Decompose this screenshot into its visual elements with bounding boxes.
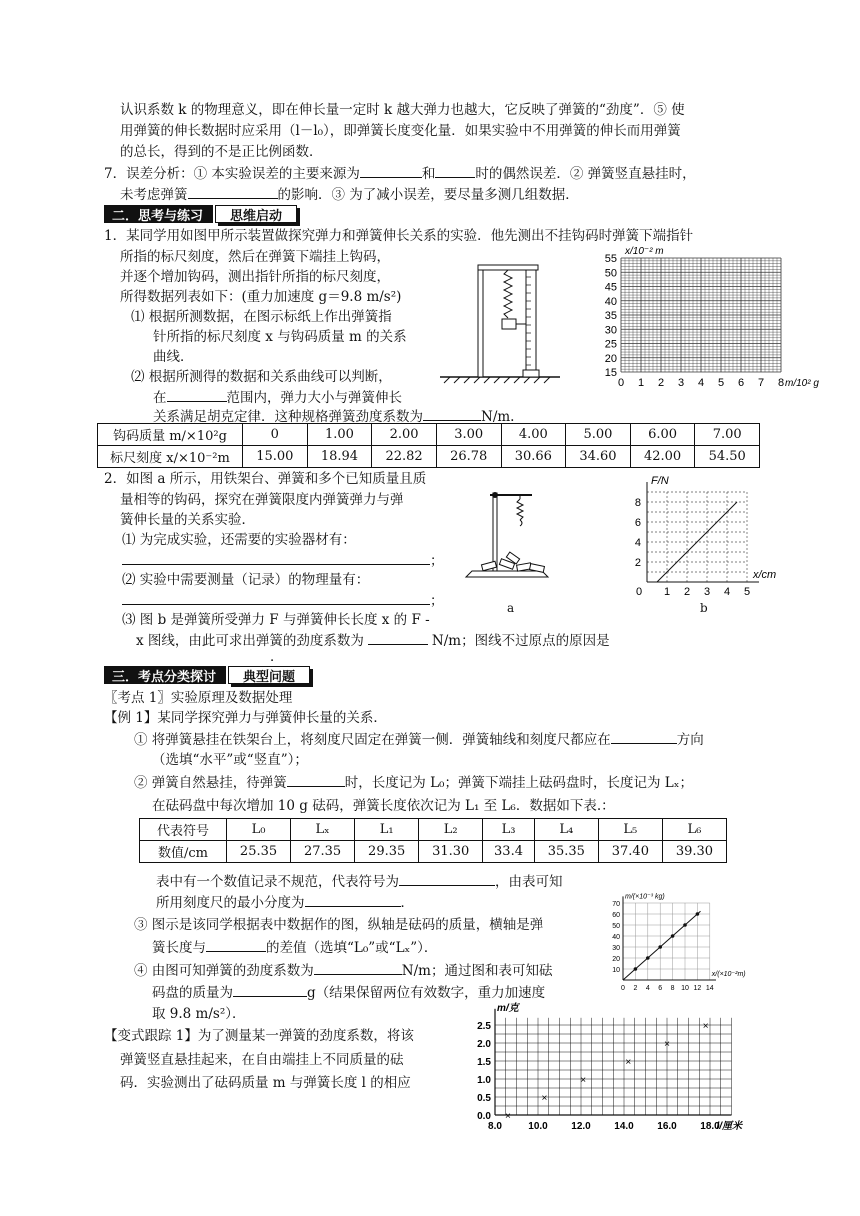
x-tick-label: 16.0 xyxy=(657,1121,677,1132)
q2-line-2: 量相等的钩码，探究在弹簧限度内弹簧弹力与弹 xyxy=(120,492,404,508)
x-tick-label: 10.0 xyxy=(528,1121,548,1132)
q1-line-2: 所指的标尺刻度，然后在弹簧下端挂上钩码， xyxy=(120,249,390,265)
variant-1-line-3: 码．实验测出了砝码质量 m 与弹簧长度 l 的相应 xyxy=(120,1075,411,1091)
table-cell: 22.82 xyxy=(372,446,437,468)
table-cell: Lₓ xyxy=(291,819,355,841)
ex1-step3-a: ③ 图示是该同学根据表中数据作的图，纵轴是砝码的质量，横轴是弹 xyxy=(134,917,544,933)
table-cell: L₆ xyxy=(662,819,726,841)
y-tick-label: 20 xyxy=(604,352,617,365)
data-point xyxy=(671,934,675,938)
table-cell: 29.35 xyxy=(355,841,419,863)
mass-length-graph xyxy=(603,890,753,1002)
q2-sub1: ⑴ 为完成实验，还需要的实验器材有： xyxy=(122,532,356,548)
y-tick-label: 0.5 xyxy=(477,1093,491,1104)
y-tick-label: 1.0 xyxy=(477,1075,491,1086)
table-cell: L₅ xyxy=(598,819,662,841)
y-tick-label: 60 xyxy=(612,912,620,919)
x-tick-label: 3 xyxy=(703,586,711,598)
x-tick-label: 7 xyxy=(757,377,765,389)
table-cell: 5.00 xyxy=(566,424,631,446)
data-point-marker: × xyxy=(504,1111,511,1122)
row-label: 标尺刻度 x/×10⁻²m xyxy=(98,446,243,468)
ex1-step1: ① 将弹簧悬挂在铁架台上，将刻度尺固定在弹簧一侧．弹簧轴线和刻度尺都应在 方向 xyxy=(134,729,704,750)
row-label: 钩码质量 m/×10²g xyxy=(98,424,243,446)
x-tick-label: 14 xyxy=(705,985,714,992)
x-tick-label: 6 xyxy=(658,985,663,992)
table-cell: 33.4 xyxy=(483,841,535,863)
table-cell: 54.50 xyxy=(695,446,760,468)
table-row xyxy=(140,841,727,863)
table-cell: 31.30 xyxy=(419,841,483,863)
y-tick-label: 55 xyxy=(604,253,617,265)
y-tick-label: 15 xyxy=(604,367,617,379)
y-tick-label: 25 xyxy=(604,338,617,351)
q2-sub3-b: x 图线，由此可求出弹簧的劲度系数为 N/m；图线不过原点的原因是 xyxy=(136,630,610,651)
x-tick-label: 2 xyxy=(633,985,638,992)
q1-sub1-c: 曲线． xyxy=(153,349,194,365)
y-tick-label: 2.0 xyxy=(477,1039,491,1050)
y-tick-label: 0.0 xyxy=(477,1111,491,1122)
data-point-marker: × xyxy=(702,1021,709,1032)
q2-sub2: ⑵ 实验中需要测量（记录）的物理量有： xyxy=(122,572,370,588)
table-cell: 4.00 xyxy=(501,424,566,446)
ex1-step4-a: ④ 由图可知弹簧的劲度系数为 N/m；通过图和表可知砝 xyxy=(134,960,552,981)
section-header-2 xyxy=(104,205,297,223)
variant-1-line-2: 弹簧竖直悬挂起来，在自由端挂上不同质量的砝 xyxy=(120,1052,404,1068)
mass-length-scatter-graph xyxy=(465,1002,750,1133)
y-tick-label: 70 xyxy=(612,901,620,908)
data-point xyxy=(658,945,662,949)
y-tick-label: 30 xyxy=(612,945,620,952)
section-title: 二．思考与练习 xyxy=(104,205,213,223)
x-tick-label: 12.0 xyxy=(571,1121,591,1132)
x-tick-label: 4 xyxy=(697,377,705,389)
x-tick-label: 5 xyxy=(743,586,751,598)
x-tick-label: 8 xyxy=(777,377,785,389)
x-axis-label: x/(×10⁻²m) xyxy=(711,971,746,978)
data-point-marker: × xyxy=(580,1075,587,1086)
stand-figure-a xyxy=(462,485,567,585)
table-cell: 27.35 xyxy=(291,841,355,863)
y-tick-label: 8 xyxy=(634,497,641,509)
x-tick-label: 4 xyxy=(645,985,650,992)
x-tick-label: 0 xyxy=(635,586,643,598)
x-axis-label: m/10² g xyxy=(785,378,819,389)
table-cell: L₂ xyxy=(419,819,483,841)
data-point-marker: × xyxy=(625,1057,632,1068)
table-cell: 7.00 xyxy=(695,424,760,446)
x-tick-label: 0 xyxy=(617,377,625,389)
table-row xyxy=(98,446,760,468)
table-cell: 2.00 xyxy=(372,424,437,446)
q2-sub3-a: ⑶ 图 b 是弹簧所受弹力 F 与弹簧伸长长度 x 的 F - xyxy=(122,612,430,628)
row-label: 代表符号 xyxy=(140,819,227,841)
section-tag: 典型问题 xyxy=(228,666,310,684)
table-row xyxy=(140,819,727,841)
data-point xyxy=(696,912,700,916)
y-tick-label: 2 xyxy=(634,557,641,569)
y-tick-label: 50 xyxy=(612,923,620,930)
ex1-step2: ② 弹簧自然悬挂，待弹簧 时，长度记为 L₀；弹簧下端挂上砝码盘时，长度记为 Lₓ； xyxy=(134,772,693,793)
x-tick-label: 1 xyxy=(637,377,645,389)
q2-sub1-answer: ； xyxy=(122,550,444,571)
table-cell: 1.00 xyxy=(307,424,372,446)
ex1-after-table-a: 表中有一个数值记录不规范，代表符号为 ，由表可知 xyxy=(156,871,563,892)
q2-sub2-answer: ； xyxy=(122,590,444,611)
x-tick-label: 8 xyxy=(670,985,675,992)
table-cell: 35.35 xyxy=(534,841,598,863)
q1-line-4: 所得数据列表如下：(重力加速度 g＝9.8 m/s²) xyxy=(120,289,402,305)
x-tick-label: 18.0 xyxy=(700,1121,720,1132)
data-point-marker: × xyxy=(541,1093,548,1104)
table-cell: 18.94 xyxy=(307,446,372,468)
y-axis-label: x/10⁻² m xyxy=(625,246,664,257)
x-tick-label: 8.0 xyxy=(488,1121,502,1132)
row-label: 数值/cm xyxy=(140,841,227,863)
force-extension-graph xyxy=(625,475,777,600)
y-tick-label: 50 xyxy=(604,267,617,280)
example-1-title: 【例 1】某同学探究弹力与弹簧伸长量的关系． xyxy=(104,710,387,726)
x-tick-label: 4 xyxy=(723,586,731,598)
y-tick-label: 4 xyxy=(634,537,641,549)
y-axis-label: m/克 xyxy=(497,1002,519,1014)
q1-line-1: 1．某同学用如图甲所示装置做探究弹力和弹簧伸长关系的实验．他先测出不挂钩码时弹簧下端指针 xyxy=(104,228,694,244)
error-analysis-line-1: 7．误差分析：① 本实验误差的主要来源为 和 时的偶然误差．② 弹簧竖直悬挂时， xyxy=(104,163,696,184)
y-tick-label: 10 xyxy=(612,967,620,974)
y-axis-label: m/(×10⁻³ kg) xyxy=(625,893,665,901)
error-analysis-line-2: 未考虑弹簧 的影响．③ 为了减小误差，要尽量多测几组数据． xyxy=(120,184,579,205)
y-tick-label: 35 xyxy=(604,310,617,322)
ex1-step2-b: 在砝码盘中每次增加 10 g 砝码，弹簧长度依次记为 L₁ 至 L₆．数据如下表.： xyxy=(152,798,615,814)
x-tick-label: 2 xyxy=(657,377,665,389)
intro-line-2: 用弹簧的伸长数据时应采用（l－l₀），即弹簧长度变化量．如果实验中不用弹簧的伸长而用弹簧 xyxy=(120,123,681,139)
table-cell: 26.78 xyxy=(436,446,501,468)
x-axis-label: x/cm xyxy=(753,569,777,581)
x-tick-label: 2 xyxy=(683,586,691,598)
table-row xyxy=(98,424,760,446)
x-tick-label: 12 xyxy=(693,985,702,992)
x-tick-label: 6 xyxy=(737,377,745,389)
ex1-after-table-b: 所用刻度尺的最小分度为 ． xyxy=(156,892,414,913)
data-table-1 xyxy=(97,423,760,468)
table-cell: 37.40 xyxy=(598,841,662,863)
grid-paper-chart xyxy=(583,246,819,395)
section-tag: 思维启动 xyxy=(215,205,297,223)
data-point xyxy=(646,956,650,960)
table-cell: 3.00 xyxy=(436,424,501,446)
q2-sub3-c: ． xyxy=(270,649,284,665)
q2-line-1: 2．如图 a 所示，用铁架台、弹簧和多个已知质量且质 xyxy=(104,471,427,487)
table-cell: L₄ xyxy=(534,819,598,841)
x-tick-label: 0 xyxy=(621,985,625,992)
intro-line-3: 的总长，得到的不是正比例函数． xyxy=(120,144,323,160)
section-header-3 xyxy=(104,666,310,684)
x-tick-label: 14.0 xyxy=(614,1121,634,1132)
table-cell: 34.60 xyxy=(566,446,631,468)
ex1-step1-c: （选填“水平”或“竖直”）； xyxy=(152,752,308,768)
ex1-step4-b: 码盘的质量为 g（结果保留两位有效数字，重力加速度 xyxy=(152,982,545,1003)
table-cell: L₁ xyxy=(355,819,419,841)
section-title: 三．考点分类探讨 xyxy=(104,666,226,684)
figure-a-label: a xyxy=(507,601,515,615)
variant-1-line-1: 【变式跟踪 1】为了测量某一弹簧的劲度系数，将该 xyxy=(104,1028,414,1044)
q1-sub1-b: 针所指的标尺刻度 x 与钩码质量 m 的关系 xyxy=(153,329,407,345)
spring-apparatus-figure xyxy=(440,255,575,385)
y-tick-label: 2.5 xyxy=(477,1021,491,1032)
y-tick-label: 40 xyxy=(604,295,617,308)
data-table-2 xyxy=(139,818,727,863)
y-tick-label: 20 xyxy=(612,956,620,963)
data-point-marker: × xyxy=(664,1039,670,1050)
table-cell: 39.30 xyxy=(662,841,726,863)
y-tick-label: 6 xyxy=(634,517,641,529)
q1-sub2-c: 关系满足胡克定律．这种规格弹簧劲度系数为 N/m. xyxy=(153,406,514,427)
table-cell: 6.00 xyxy=(630,424,695,446)
topic-1-heading: 〖考点 1〗实验原理及数据处理 xyxy=(104,690,293,706)
data-point xyxy=(683,923,687,927)
q1-sub1-a: ⑴ 根据所测数据，在图示标纸上作出弹簧指 xyxy=(131,309,392,325)
intro-line-1: 认识系数 k 的物理意义，即在伸长量一定时 k 越大弹力也越大，它反映了弹簧的“劲度”．⑤ 使 xyxy=(120,102,685,118)
x-tick-label: 1 xyxy=(663,586,671,598)
x-tick-label: 5 xyxy=(717,377,725,389)
ex1-step3-b: 簧长度与 的差值（选填“L₀”或“Lₓ”）． xyxy=(152,937,437,958)
q2-line-3: 簧伸长量的关系实验． xyxy=(120,512,255,528)
ex1-step4-c: 取 9.8 m/s²）． xyxy=(152,1006,246,1022)
table-cell: 42.00 xyxy=(630,446,695,468)
data-point xyxy=(634,967,638,971)
x-axis-label: l/厘米 xyxy=(716,1121,743,1132)
y-tick-label: 45 xyxy=(604,281,617,294)
table-cell: 0 xyxy=(243,424,308,446)
y-axis-label: F/N xyxy=(651,475,669,487)
figure-b-label: b xyxy=(700,601,708,615)
q1-sub2-a: ⑵ 根据所测得的数据和关系曲线可以判断， xyxy=(131,369,392,385)
y-tick-label: 40 xyxy=(612,934,620,941)
table-cell: 30.66 xyxy=(501,446,566,468)
y-tick-label: 30 xyxy=(604,324,617,337)
x-tick-label: 10 xyxy=(681,985,689,992)
q1-line-3: 并逐个增加钩码，测出指针所指的标尺刻度， xyxy=(120,269,390,285)
table-cell: 15.00 xyxy=(243,446,308,468)
q1-sub2-b: 在 范围内，弹力大小与弹簧伸长 xyxy=(153,387,402,408)
y-tick-label: 1.5 xyxy=(477,1057,491,1068)
table-cell: L₃ xyxy=(483,819,535,841)
x-tick-label: 3 xyxy=(677,377,685,389)
table-cell: 25.35 xyxy=(227,841,291,863)
table-cell: L₀ xyxy=(227,819,291,841)
